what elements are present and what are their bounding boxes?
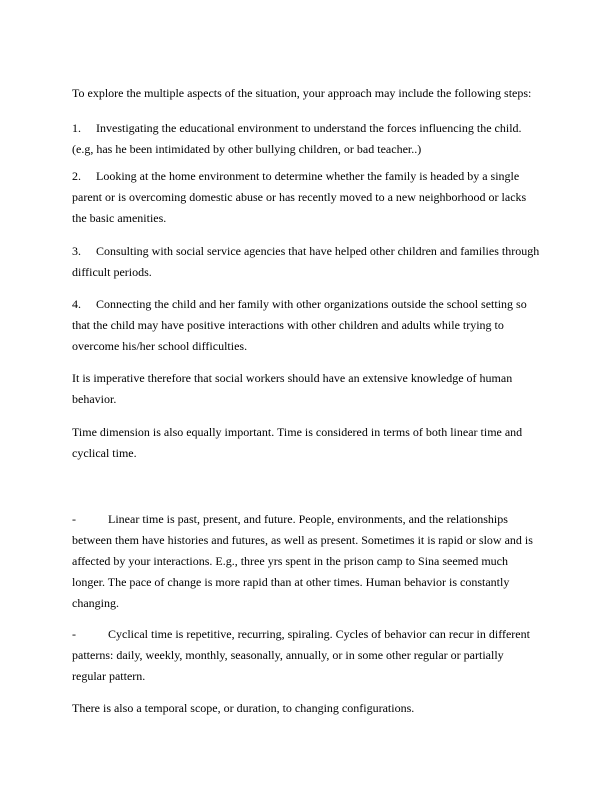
step-number: 1. bbox=[72, 121, 81, 135]
step-text: Looking at the home environment to determine whether the family is headed by a single parent or is overcoming domestic abuse or has recently moved to a new neighborhood or lacks the basic amenities. bbox=[72, 169, 527, 225]
step-1 bbox=[72, 118, 540, 160]
imperative-paragraph: It is imperative therefore that social workers should have an extensive knowledge of human behavior. bbox=[72, 371, 513, 406]
step-text: Consulting with social service agencies that have helped other children and families through difficult periods. bbox=[72, 244, 540, 279]
bullet-cyclical-time bbox=[72, 624, 540, 687]
step-2 bbox=[72, 166, 540, 229]
time-dimension-paragraph: Time dimension is also equally important. Time is considered in terms of both linear time and cyclical time. bbox=[72, 425, 523, 460]
bullet-linear-time bbox=[72, 509, 540, 614]
step-number: 4. bbox=[72, 297, 81, 311]
bullet-text: Linear time is past, present, and future. People, environments, and the relationships between them have histories and futures, as well as present. Sometimes it is rapid or slow and is affected by your interactions. E.g., three yrs spent in the prison camp to Sina seemed much longer. The pace of change is more rapid than at other times. Human behavior is constantly changing. bbox=[72, 512, 533, 610]
bullet-text: Cyclical time is repetitive, recurring, spiraling. Cycles of behavior can recur in different patterns: daily, weekly, monthly, seasonally, annually, or in some other regular or partially regular pattern. bbox=[72, 627, 530, 683]
dash-marker: - bbox=[72, 627, 76, 641]
step-number: 3. bbox=[72, 244, 81, 258]
step-number: 2. bbox=[72, 169, 81, 183]
closing-paragraph: There is also a temporal scope, or duration, to changing configurations. bbox=[72, 701, 415, 715]
step-text: Connecting the child and her family with other organizations outside the school setting so that the child may have positive interactions with other children and adults while trying to overcome his/her school difficulties. bbox=[72, 297, 527, 353]
step-4 bbox=[72, 294, 540, 357]
intro-paragraph: To explore the multiple aspects of the situation, your approach may include the following steps: bbox=[72, 86, 532, 100]
dash-marker: - bbox=[72, 512, 76, 526]
step-3 bbox=[72, 241, 540, 283]
step-text: Investigating the educational environment to understand the forces influencing the child. (e.g, has he been intimidated by other bullying children, or bad teacher..) bbox=[72, 121, 522, 156]
